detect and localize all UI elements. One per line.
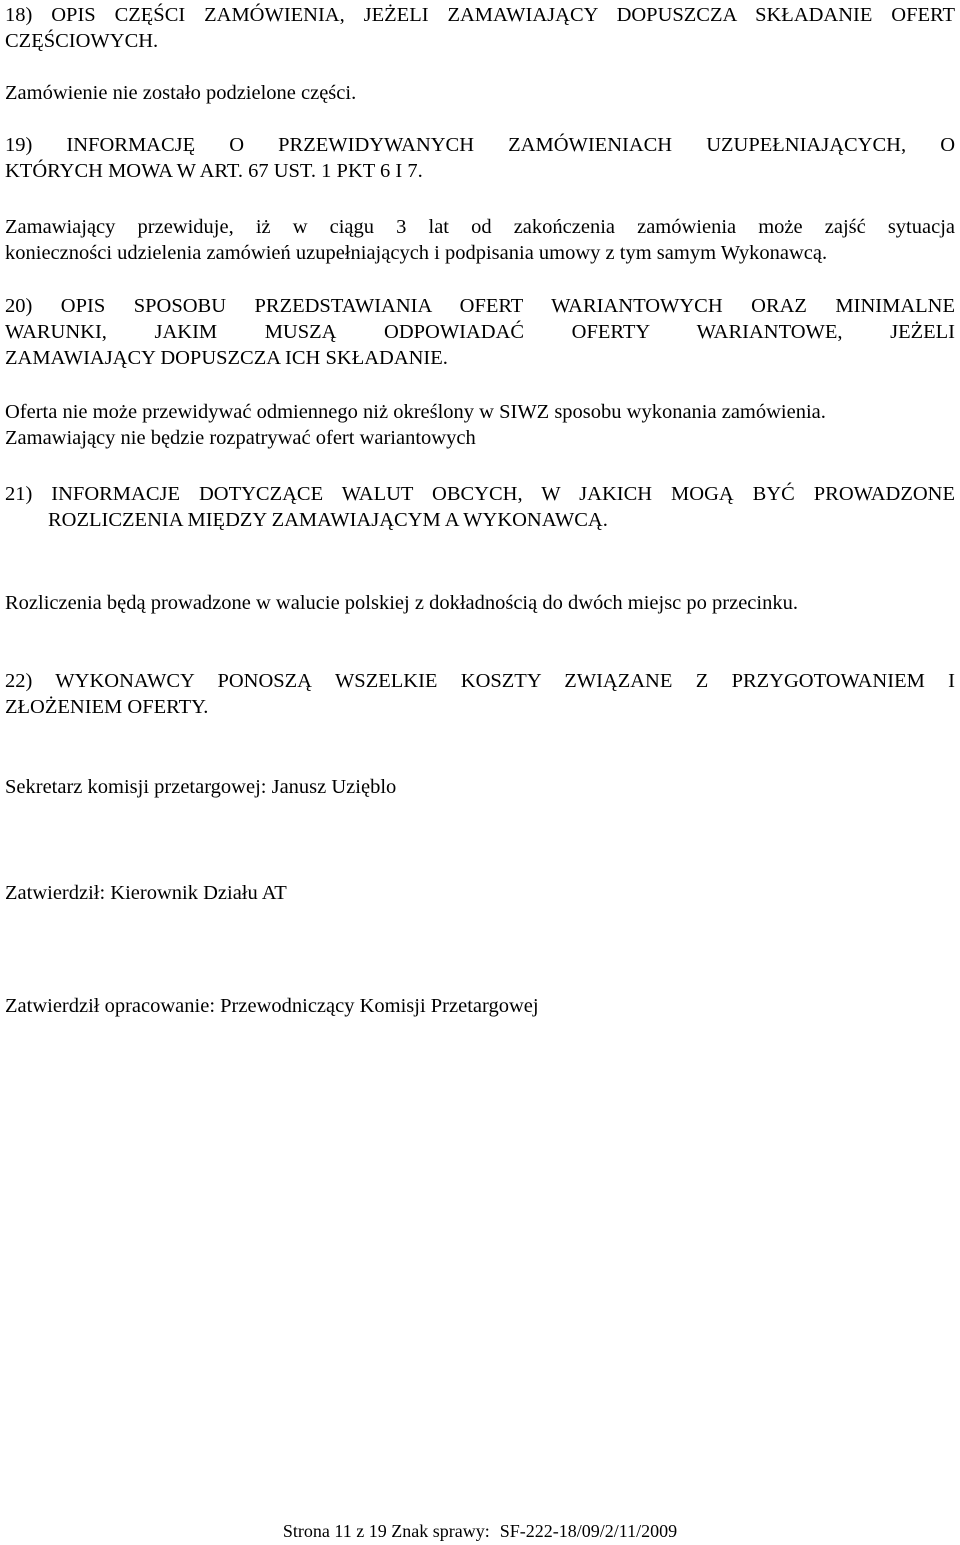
heading-line: CZĘŚCIOWYCH. xyxy=(5,30,159,52)
heading-line: 19) INFORMACJĘ O PRZEWIDYWANYCH ZAMÓWIENIACH UZUPEŁNIAJĄCYCH, O xyxy=(5,134,955,156)
body-line: Rozliczenia będą prowadzone w walucie polskiej z dokładnością do dwóch miejsc po przecinku. xyxy=(5,592,798,614)
heading-line: WARUNKI, JAKIM MUSZĄ ODPOWIADAĆ OFERTY WARIANTOWE, JEŻELI xyxy=(5,321,955,343)
heading-line: KTÓRYCH MOWA W ART. 67 UST. 1 PKT 6 I 7. xyxy=(5,160,423,182)
body-line: Zamawiający przewiduje, iż w ciągu 3 lat od zakończenia zamówienia może zajść sytuacja xyxy=(5,216,955,238)
section-22-heading xyxy=(5,668,955,720)
body-line: Zamawiający nie będzie rozpatrywać ofert wariantowych xyxy=(5,427,476,449)
section-21-heading xyxy=(5,481,955,533)
approved-by-line: Zatwierdził: Kierownik Działu AT xyxy=(5,882,287,904)
section-20-heading xyxy=(5,293,955,371)
section-20-body xyxy=(5,399,955,451)
section-19-body xyxy=(5,214,955,266)
approved-preparation-signature xyxy=(5,993,955,1019)
section-19-heading xyxy=(5,132,955,184)
body-line: Zamówienie nie zostało podzielone części. xyxy=(5,82,357,104)
body-line: Oferta nie może przewidywać odmiennego niż określony w SIWZ sposobu wykonania zamówienia. xyxy=(5,401,826,423)
heading-line: 22) WYKONAWCY PONOSZĄ WSZELKIE KOSZTY ZWIĄZANE Z PRZYGOTOWANIEM I xyxy=(5,670,955,692)
page-footer xyxy=(0,1520,960,1542)
heading-line: ZAMAWIAJĄCY DOPUSZCZA ICH SKŁADANIE. xyxy=(5,347,448,369)
heading-line: ROZLICZENIA MIĘDZY ZAMAWIAJĄCYM A WYKONAWCĄ. xyxy=(48,509,608,531)
page-info: Strona 11 z 19 Znak sprawy: xyxy=(282,1521,490,1541)
secretary-signature xyxy=(5,774,955,800)
section-18-heading xyxy=(5,2,955,54)
section-21-body xyxy=(5,590,955,616)
secretary-line: Sekretarz komisji przetargowej: Janusz Uzięblo xyxy=(5,776,397,798)
heading-line: 21) INFORMACJE DOTYCZĄCE WALUT OBCYCH, W JAKICH MOGĄ BYĆ PROWADZONE xyxy=(5,483,955,505)
approved-by-signature xyxy=(5,880,955,906)
section-18-body xyxy=(5,80,955,106)
heading-line: 18) OPIS CZĘŚCI ZAMÓWIENIA, JEŻELI ZAMAWIAJĄCY DOPUSZCZA SKŁADANIE OFERT xyxy=(5,4,955,26)
case-number: SF-222-18/09/2/11/2009 xyxy=(499,1521,678,1541)
approved-preparation-line: Zatwierdził opracowanie: Przewodniczący Komisji Przetargowej xyxy=(5,995,539,1017)
heading-line: ZŁOŻENIEM OFERTY. xyxy=(5,696,209,718)
body-line: konieczności udzielenia zamówień uzupełniających i podpisania umowy z tym samym Wykonawcą. xyxy=(5,242,828,264)
heading-line: 20) OPIS SPOSOBU PRZEDSTAWIANIA OFERT WARIANTOWYCH ORAZ MINIMALNE xyxy=(5,295,955,317)
